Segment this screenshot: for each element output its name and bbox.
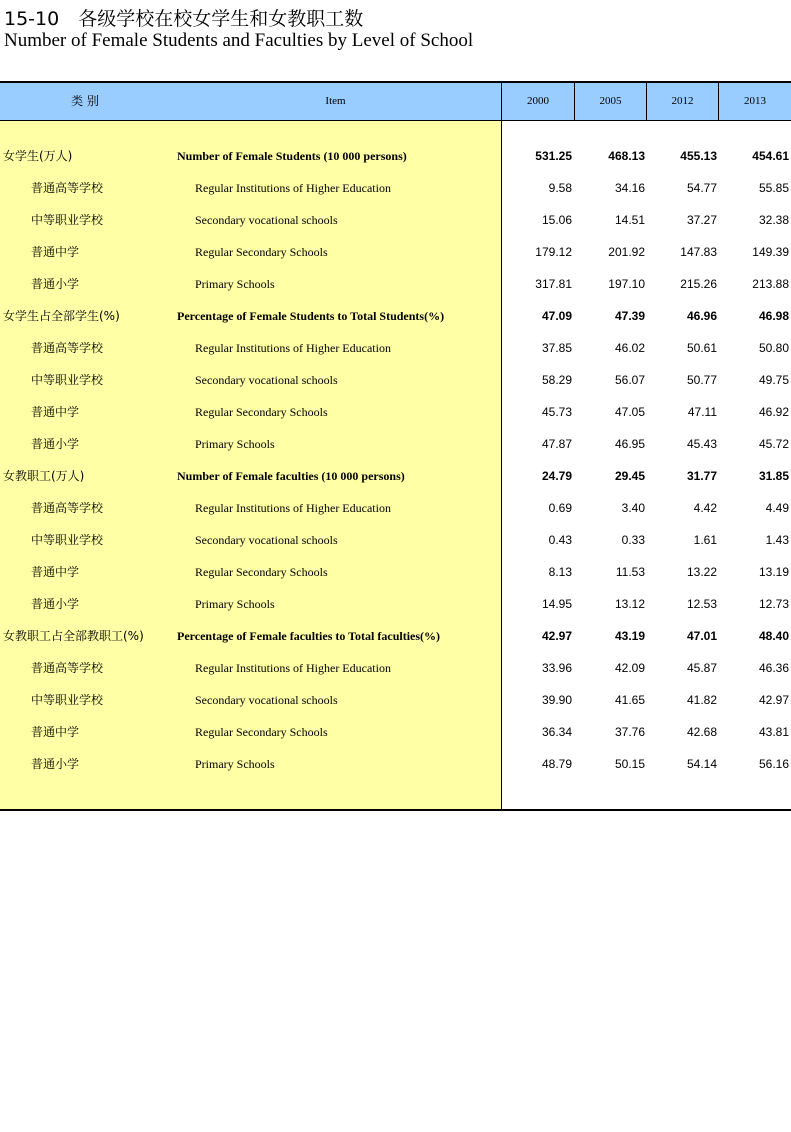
cell-value-2012: 215.26 (680, 277, 717, 291)
cell-value-2005: 50.15 (614, 757, 645, 771)
row-label-chinese: 普通小学 (31, 437, 80, 451)
cell-value-2005: 41.65 (614, 693, 645, 707)
cell-value-2000: 531.25 (535, 149, 572, 163)
cell-value-2013: 4.49 (765, 501, 789, 515)
table-row-section (0, 620, 791, 652)
row-label-chinese: 中等职业学校 (31, 213, 104, 227)
cell-value-2012: 54.14 (686, 757, 717, 771)
column-divider-2005 (646, 83, 647, 121)
cell-value-2013: 13.19 (758, 565, 789, 579)
cell-value-2013: 149.39 (752, 245, 789, 259)
cell-value-2000: 47.09 (541, 309, 572, 323)
row-label-english: Regular Secondary Schools (195, 405, 328, 419)
cell-value-2005: 56.07 (614, 373, 645, 387)
row-label-chinese: 普通高等学校 (31, 181, 104, 195)
table-row (0, 396, 791, 428)
row-label-english: Primary Schools (195, 597, 275, 611)
cell-value-2013: 49.75 (758, 373, 789, 387)
row-label-english: Secondary vocational schools (195, 533, 338, 547)
cell-value-2012: 1.61 (693, 533, 717, 547)
row-label-english: Regular Institutions of Higher Education (195, 501, 391, 515)
row-label-chinese: 中等职业学校 (31, 533, 104, 547)
table-bottom-rule (0, 809, 791, 811)
table-title-english: Number of Female Students and Faculties by Level of School (4, 30, 474, 51)
cell-value-2013: 46.92 (758, 405, 789, 419)
cell-value-2012: 41.82 (686, 693, 717, 707)
cell-value-2005: 3.40 (621, 501, 645, 515)
cell-value-2000: 42.97 (541, 629, 572, 643)
table-row (0, 524, 791, 556)
cell-value-2000: 317.81 (535, 277, 572, 291)
table-row (0, 492, 791, 524)
table-row-section (0, 460, 791, 492)
cell-value-2000: 37.85 (541, 341, 572, 355)
table-row (0, 236, 791, 268)
cell-value-2013: 55.85 (758, 181, 789, 195)
table-row (0, 268, 791, 300)
cell-value-2000: 179.12 (535, 245, 572, 259)
cell-value-2000: 47.87 (541, 437, 572, 451)
cell-value-2012: 50.61 (686, 341, 717, 355)
table-row (0, 716, 791, 748)
cell-value-2000: 24.79 (541, 469, 572, 483)
cell-value-2005: 47.05 (614, 405, 645, 419)
cell-value-2012: 42.68 (686, 725, 717, 739)
cell-value-2005: 46.02 (614, 341, 645, 355)
row-label-chinese: 普通中学 (31, 245, 80, 259)
cell-value-2005: 29.45 (614, 469, 645, 483)
row-label-english: Regular Institutions of Higher Education (195, 661, 391, 675)
table-row (0, 652, 791, 684)
row-label-english: Regular Secondary Schools (195, 565, 328, 579)
cell-value-2012: 37.27 (686, 213, 717, 227)
cell-value-2013: 50.80 (758, 341, 789, 355)
cell-value-2012: 46.96 (686, 309, 717, 323)
cell-value-2000: 45.73 (541, 405, 572, 419)
table-row (0, 428, 791, 460)
table-row-section (0, 140, 791, 172)
cell-value-2005: 11.53 (615, 565, 645, 579)
cell-value-2005: 42.09 (614, 661, 645, 675)
row-label-english: Regular Institutions of Higher Education (195, 181, 391, 195)
row-label-english: Percentage of Female faculties to Total faculties(%) (177, 629, 441, 643)
row-label-english: Primary Schools (195, 277, 275, 291)
cell-value-2013: 213.88 (752, 277, 789, 291)
row-label-english: Primary Schools (195, 437, 275, 451)
cell-value-2012: 4.42 (693, 501, 717, 515)
row-label-english: Secondary vocational schools (195, 213, 338, 227)
cell-value-2005: 201.92 (608, 245, 645, 259)
cell-value-2012: 13.22 (686, 565, 717, 579)
row-label-chinese: 普通高等学校 (31, 341, 104, 355)
cell-value-2000: 0.43 (548, 533, 572, 547)
cell-value-2012: 47.01 (686, 629, 717, 643)
row-label-chinese: 女教职工占全部教职工(%) (3, 629, 144, 643)
cell-value-2000: 48.79 (541, 757, 572, 771)
header-year-2013: 2013 (744, 95, 766, 107)
cell-value-2005: 47.39 (614, 309, 645, 323)
cell-value-2000: 9.58 (548, 181, 572, 195)
row-label-chinese: 女学生占全部学生(%) (3, 309, 120, 323)
cell-value-2012: 31.77 (686, 469, 717, 483)
table-row (0, 332, 791, 364)
cell-value-2005: 46.95 (614, 437, 645, 451)
row-label-english: Percentage of Female Students to Total Students(%) (177, 309, 445, 323)
cell-value-2013: 42.97 (758, 693, 789, 707)
cell-value-2013: 45.72 (758, 437, 789, 451)
cell-value-2000: 39.90 (541, 693, 572, 707)
row-label-chinese: 普通中学 (31, 405, 80, 419)
row-label-english: Regular Secondary Schools (195, 725, 328, 739)
cell-value-2012: 54.77 (686, 181, 717, 195)
row-label-english: Regular Institutions of Higher Education (195, 341, 391, 355)
row-label-chinese: 普通小学 (31, 597, 80, 611)
cell-value-2012: 45.43 (686, 437, 717, 451)
cell-value-2013: 31.85 (758, 469, 789, 483)
row-label-english: Secondary vocational schools (195, 693, 338, 707)
cell-value-2013: 454.61 (752, 149, 789, 163)
cell-value-2000: 58.29 (541, 373, 572, 387)
cell-value-2012: 45.87 (686, 661, 717, 675)
row-label-chinese: 中等职业学校 (31, 693, 104, 707)
row-label-chinese: 女学生(万人) (3, 149, 73, 163)
table-row (0, 204, 791, 236)
cell-value-2005: 13.12 (614, 597, 645, 611)
cell-value-2000: 33.96 (541, 661, 572, 675)
cell-value-2013: 32.38 (758, 213, 789, 227)
table-row (0, 748, 791, 780)
table-row (0, 684, 791, 716)
cell-value-2005: 37.76 (614, 725, 645, 739)
header-item: Item (325, 95, 346, 107)
cell-value-2013: 12.73 (758, 597, 789, 611)
cell-value-2012: 455.13 (680, 149, 717, 163)
cell-value-2013: 46.36 (758, 661, 789, 675)
row-label-chinese: 普通中学 (31, 565, 80, 579)
table-header (0, 83, 791, 121)
row-label-chinese: 女教职工(万人) (3, 469, 85, 483)
table-row-section (0, 300, 791, 332)
cell-value-2005: 468.13 (608, 149, 645, 163)
cell-value-2013: 1.43 (765, 533, 789, 547)
row-label-chinese: 普通小学 (31, 757, 80, 771)
cell-value-2005: 43.19 (614, 629, 645, 643)
cell-value-2013: 43.81 (758, 725, 789, 739)
cell-value-2012: 12.53 (686, 597, 717, 611)
row-label-english: Secondary vocational schools (195, 373, 338, 387)
cell-value-2000: 14.95 (541, 597, 572, 611)
row-label-english: Number of Female faculties (10 000 persons) (177, 469, 405, 483)
cell-value-2013: 56.16 (758, 757, 789, 771)
row-label-chinese: 普通高等学校 (31, 501, 104, 515)
row-label-chinese: 普通中学 (31, 725, 80, 739)
column-divider-2000 (574, 83, 575, 121)
cell-value-2012: 50.77 (686, 373, 717, 387)
cell-value-2005: 197.10 (608, 277, 645, 291)
cell-value-2000: 8.13 (548, 565, 572, 579)
row-label-chinese: 中等职业学校 (31, 373, 104, 387)
header-year-2000: 2000 (527, 95, 549, 107)
cell-value-2012: 47.11 (687, 405, 717, 419)
row-label-english: Primary Schools (195, 757, 275, 771)
cell-value-2013: 48.40 (758, 629, 789, 643)
cell-value-2005: 34.16 (614, 181, 645, 195)
row-label-english: Regular Secondary Schools (195, 245, 328, 259)
cell-value-2012: 147.83 (680, 245, 717, 259)
header-year-2012: 2012 (671, 95, 694, 107)
header-category: 类 别 (71, 94, 99, 108)
cell-value-2000: 0.69 (548, 501, 572, 515)
column-divider-2012 (718, 83, 719, 121)
cell-value-2013: 46.98 (758, 309, 789, 323)
table-row (0, 172, 791, 204)
table-title-chinese: 15-10 各级学校在校女学生和女教职工数 (4, 8, 364, 30)
table-row (0, 364, 791, 396)
row-label-chinese: 普通高等学校 (31, 661, 104, 675)
table-row (0, 556, 791, 588)
cell-value-2005: 14.51 (614, 213, 645, 227)
table-row (0, 588, 791, 620)
cell-value-2000: 15.06 (541, 213, 572, 227)
header-year-2005: 2005 (599, 95, 622, 107)
row-label-chinese: 普通小学 (31, 277, 80, 291)
cell-value-2000: 36.34 (541, 725, 572, 739)
row-label-english: Number of Female Students (10 000 persons) (177, 149, 407, 163)
cell-value-2005: 0.33 (621, 533, 645, 547)
